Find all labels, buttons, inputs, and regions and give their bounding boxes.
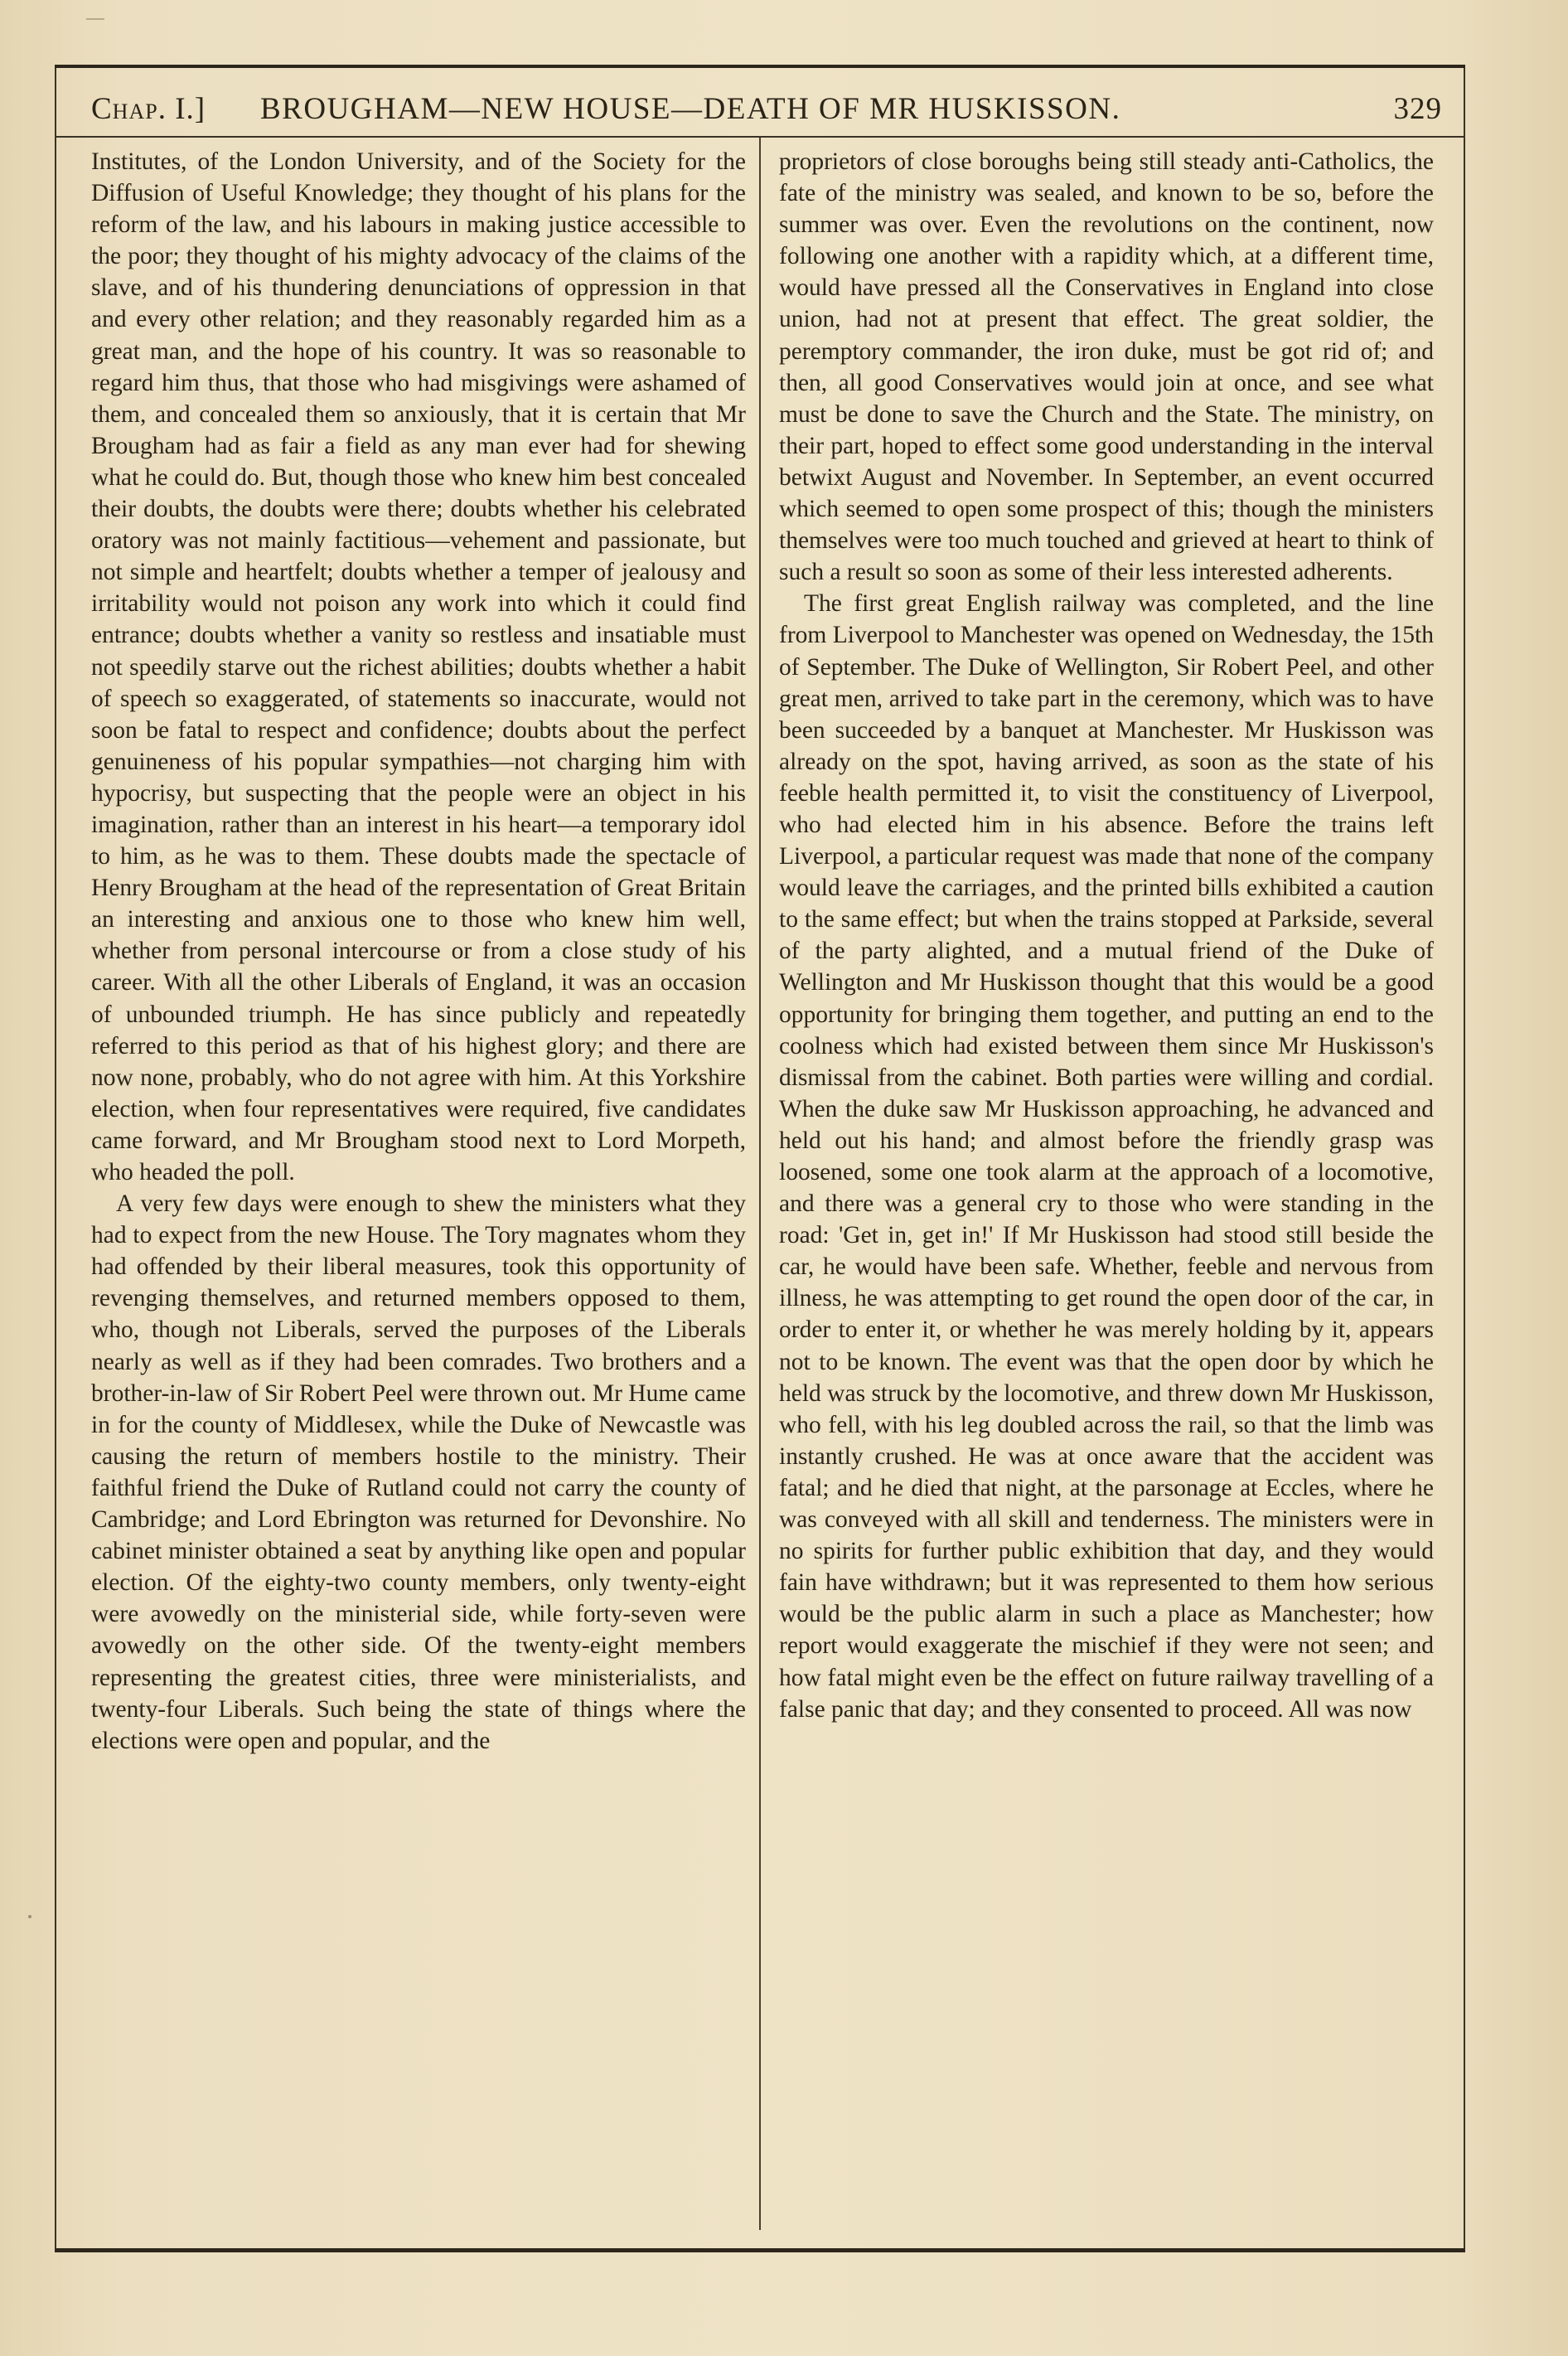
bottom-rule (55, 2248, 1465, 2252)
right-column (779, 146, 1434, 1725)
running-title: BROUGHAM—NEW HOUSE—DEATH OF MR HUSKISSON. (260, 92, 1121, 126)
column-divider (759, 138, 761, 2230)
printer-mark (86, 18, 104, 20)
left-column (91, 146, 746, 1757)
paragraph: proprietors of close boroughs being still steady anti-Catholics, the fate of the ministry was sealed, and known to be so, before the summer was over. Even the revolutions on the continent, now following one another with a rapidity which, at a different time, would have pressed all the Conservatives in England into close union, had not at present that effect. The great soldier, the peremptory commander, the iron duke, must be got rid of; and then, all good Conservatives would join at once, and see what must be done to save the Church and the State. The ministry, on their part, hoped to effect some good understanding in the interval betwixt August and November. In September, an event occurred which seemed to open some prospect of this; though the ministers themselves were too much touched and grieved at heart to think of such a result so soon as some of their less interested adherents. (779, 148, 1434, 586)
top-rule (55, 65, 1465, 68)
paragraph: A very few days were enough to shew the ministers what they had to expect from the new House. The Tory magnates whom they had offended by their liberal measures, took this opportunity of revenging themselves, and returned members opposed to them, who, though not Liberals, served the purposes of the Liberals nearly as well as if they had been comrades. Two brothers and a brother-in-law of Sir Robert Peel were thrown out. Mr Hume came in for the county of Middlesex, while the Duke of Newcastle was causing the return of members hostile to the ministry. Their faithful friend the Duke of Rutland could not carry the county of Cambridge; and Lord Ebrington was returned for Devonshire. No cabinet minister obtained a seat by anything like open and popular election. Of the eighty-two county members, only twenty-eight were avowedly on the ministerial side, while forty-seven were avowedly on the other side. Of the twenty-eight members representing the greatest cities, three were ministerialists, and twenty-four Liberals. Such being the state of things where the elections were open and popular, and the (91, 1190, 746, 1754)
chapter-label: Chap. I.] (91, 92, 206, 126)
paragraph: The first great English railway was completed, and the line from Liverpool to Manchester was opened on Wednesday, the 15th of September. The Duke of Wellington, Sir Robert Peel, and other great men, arrived to take part in the ceremony, which was to have been succeeded by a banquet at Manchester. Mr Huskisson was already on the spot, having arrived, as soon as the state of his feeble health permitted it, to visit the constituency of Liverpool, who had elected him in his absence. Before the trains left Liverpool, a particular request was made that none of the company would leave the carriages, and the printed bills exhibited a caution to the same effect; but when the trains stopped at Parkside, several of the party alighted, and a mutual friend of the Duke of Wellington and Mr Huskisson thought that this would be a good opportunity for bringing them together, and putting an end to the coolness which had existed between them since Mr Huskisson's dismissal from the cabinet. Both parties were willing and cordial. When the duke saw Mr Huskisson approaching, he advanced and held out his hand; and almost before the friendly grasp was loosened, some one took alarm at the approach of a locomotive, and there was a general cry to those who were standing in the road: 'Get in, get in!' If Mr Huskisson had stood still beside the car, he would have been safe. Whether, feeble and nervous from illness, he was attempting to get round the open door of the car, in order to enter it, or whether he was merely holding by it, appears not to be known. The event was that the open door by which he held was struck by the locomotive, and threw down Mr Huskisson, who fell, with his leg doubled across the rail, so that the limb was instantly crushed. He was at once aware that the accident was fatal; and he died that night, at the parsonage at Eccles, where he was conveyed with all skill and tenderness. The ministers were in no spirits for further public exhibition that day, and they would fain have withdrawn; but it was represented to them how serious would be the public alarm in such a place as Manchester; how report would exaggerate the mischief if they were not seen; and how fatal might even be the effect on future railway travelling of a false panic that day; and they consented to proceed. All was now (779, 590, 1434, 1723)
margin-speck (28, 1915, 31, 1918)
running-head (91, 80, 1442, 129)
page-number: 329 (1393, 92, 1442, 126)
paragraph: Institutes, of the London University, and of the Society for the Diffusion of Useful Knowledge; they thought of his plans for the reform of the law, and his labours in making justice accessible to the poor; they thought of his mighty advocacy of the claims of the slave, and of his thundering denunciations of oppression in that and every other relation; and they reasonably regarded him as a great man, and the hope of his country. It was so reasonable to regard him thus, that those who had misgivings were ashamed of them, and concealed them so anxiously, that it is certain that Mr Brougham had as fair a field as any man ever had for shewing what he could do. But, though those who knew him best concealed their doubts, the doubts were there; doubts whether his celebrated oratory was not mainly factitious—vehement and passionate, but not simple and heartfelt; doubts whether a temper of jealousy and irritability would not poison any work into which it could find entrance; doubts whether a vanity so restless and insatiable must not speedily starve out the richest abilities; doubts whether a habit of speech so exaggerated, of statements so inaccurate, would not soon be fatal to respect and confidence; doubts about the perfect genuineness of his popular sympathies—not charging him with hypocrisy, but suspecting that the people were an object in his imagination, rather than an interest in his heart—a temporary idol to him, as he was to them. These doubts made the spectacle of Henry Brougham at the head of the representation of Great Britain an interesting and anxious one to those who knew him well, whether from personal intercourse or from a close study of his career. With all the other Liberals of England, it was an occasion of unbounded triumph. He has since publicly and repeatedly referred to this period as that of his highest glory; and there are now none, probably, who do not agree with him. At this Yorkshire election, when four representatives were required, five candidates came forward, and Mr Brougham stood next to Lord Morpeth, who headed the poll. (91, 148, 746, 1185)
